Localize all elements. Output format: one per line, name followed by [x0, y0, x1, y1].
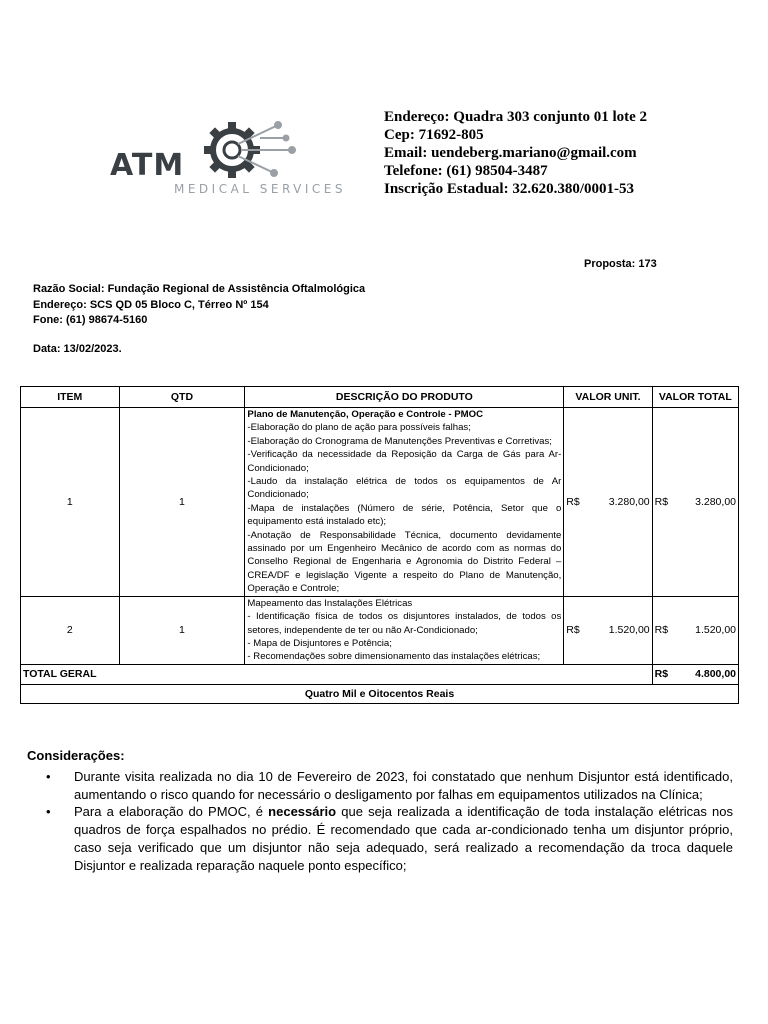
total-value: 3.280,00 [695, 495, 736, 508]
total-row [21, 664, 739, 684]
total-value: 1.520,00 [695, 624, 736, 637]
gear-circuit-icon [198, 118, 298, 180]
considerations-list [27, 768, 733, 875]
header-total-value: VALOR TOTAL [652, 387, 738, 408]
proposal-number: Proposta: 173 [584, 258, 657, 270]
client-address: Endereço: SCS QD 05 Bloco C, Térreo Nº 154 [33, 298, 269, 311]
row-total-value [652, 408, 738, 597]
table-header-row [21, 387, 739, 408]
client-info [33, 282, 365, 329]
total-in-words: Quatro Mil e Oitocentos Reais [21, 684, 739, 703]
description-line: -Elaboração do plano de ação para possíveis falhas; [247, 422, 471, 434]
table-row [21, 596, 739, 664]
total-label: TOTAL GERAL [21, 664, 653, 684]
total-amount [652, 664, 738, 684]
description-line: -Laudo da instalação elétrica de todos os equipamentos de Ar Condicionado; [247, 476, 562, 501]
company-info [384, 108, 647, 198]
bullet-icon: • [46, 768, 51, 784]
header-qtd: QTD [119, 387, 245, 408]
description-line: -Verificação da necessidade da Reposição da Carga de Gás para Ar-Condicionado; [247, 449, 562, 474]
list-item [27, 768, 733, 804]
considerations-section [27, 747, 733, 875]
proposal-date: Data: 13/02/2023. [33, 343, 122, 355]
currency: R$ [654, 624, 669, 637]
description-line: - Recomendações sobre dimensionamento das instalações elétricas; [247, 651, 541, 663]
description-line: -Mapa de instalações (Número de série, Potência, Setor que o equipamento está instalado etc); [247, 502, 562, 528]
considerations-title: Considerações: [27, 748, 125, 763]
unit-value: 3.280,00 [608, 495, 650, 508]
logo-brand: ATM [110, 148, 185, 183]
description-line: -Elaboração do Cronograma de Manutenções Preventivas e Corretivas; [247, 435, 552, 447]
currency: R$ [654, 668, 669, 681]
header-description: DESCRIÇÃO DO PRODUTO [245, 387, 564, 408]
row-description [245, 596, 564, 664]
row-item: 2 [21, 596, 120, 664]
list-item [27, 803, 733, 874]
currency: R$ [566, 624, 580, 637]
header-unit-value: VALOR UNIT. [564, 387, 652, 408]
company-address: Endereço: Quadra 303 conjunto 01 lote 2 [384, 109, 648, 125]
grand-total-value: 4.800,00 [695, 668, 736, 681]
row-item: 1 [21, 408, 120, 597]
currency: R$ [566, 495, 580, 508]
client-phone: Fone: (61) 98674-5160 [33, 314, 148, 326]
total-words-row [21, 684, 739, 703]
logo-tagline: MEDICAL SERVICES [174, 182, 347, 196]
description-title: Mapeamento das Instalações Elétricas [247, 597, 413, 609]
unit-value: 1.520,00 [608, 624, 650, 637]
company-phone: Telefone: (61) 98504-3487 [384, 163, 548, 179]
currency: R$ [654, 495, 669, 508]
row-description [245, 408, 564, 597]
table-row [21, 408, 739, 597]
row-unit-value [564, 596, 652, 664]
bullet-icon: • [46, 804, 51, 820]
row-total-value [652, 596, 738, 664]
consideration-text-start: Para a elaboração do PMOC, é [74, 804, 269, 820]
items-table [20, 386, 739, 704]
consideration-text: Durante visita realizada no dia 10 de Fevereiro de 2023, foi constatado que nenhum Disjuntor está identificado, aumentando o risco quando for necessário o desligamento por falhas em equipamentos utilizados na Clínica; [74, 768, 733, 802]
company-logo [110, 118, 347, 202]
consideration-emphasis: necessário [268, 804, 337, 820]
header-item: ITEM [21, 387, 120, 408]
description-line: -Anotação de Responsabilidade Técnica, documento devidamente assinado por um Engenheiro Mecânico de acordo com as normas do Conselho Regional de Engenharia e Agronomia do Distrito Federal – CREA/DF e legislação Vigente a respeito do Plano de Manutenção, Operação e Controle; [247, 529, 562, 595]
row-unit-value [564, 408, 652, 597]
row-qtd: 1 [119, 596, 245, 664]
client-name: Razão Social: Fundação Regional de Assistência Oftalmológica [33, 283, 366, 295]
consideration-text-end: que seja realizada a identificação de toda instalação elétricas nos quadros de força espalhados no prédio. É recomendado que cada ar-condicionado tenha um disjuntor próprio, caso seja verificado que um disjuntor não seja adequado, será realizado a recomendação da troca daquele Disjuntor e realizada reparação naquele ponto específico; [74, 804, 733, 873]
description-line: - Mapa de Disjuntores e Potência; [247, 637, 392, 649]
description-title: Plano de Manutenção, Operação e Controle - PMOC [247, 409, 484, 420]
row-qtd: 1 [119, 408, 245, 597]
company-email: Email: uendeberg.mariano@gmail.com [384, 145, 637, 161]
company-state-registration: Inscrição Estadual: 32.620.380/0001-53 [384, 181, 635, 197]
company-cep: Cep: 71692-805 [384, 127, 484, 143]
description-line: - Identificação física de todos os disjuntores instalados, de todos os setores, independente de ter ou não Ar-Condicionado; [247, 611, 562, 636]
